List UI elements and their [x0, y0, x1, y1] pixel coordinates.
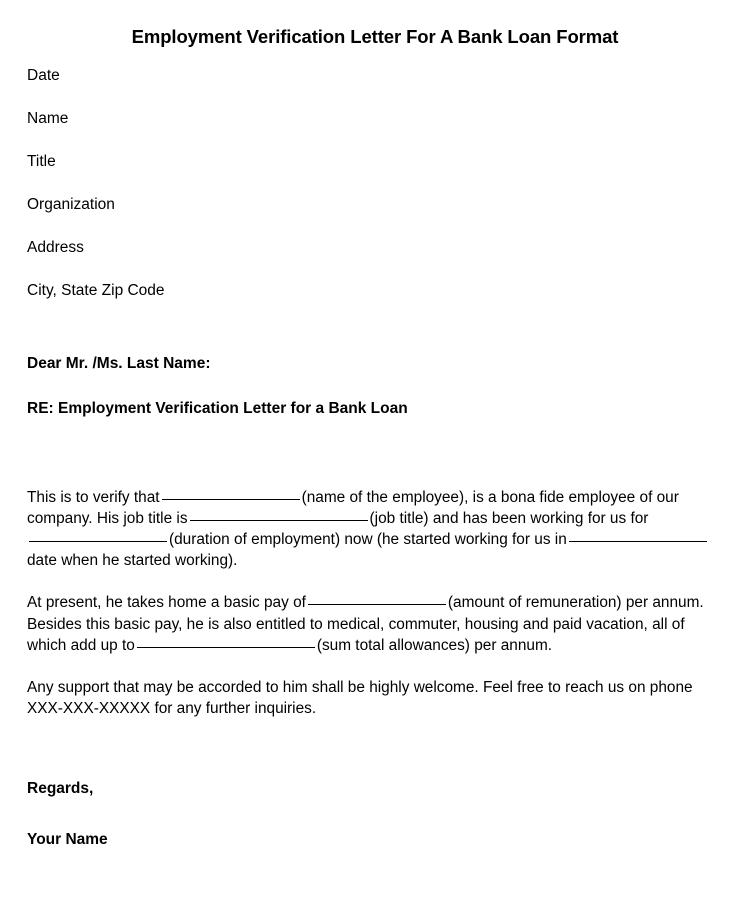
paragraph-2-segment-3: (sum total allowances) per annum. — [316, 636, 553, 654]
body-block — [27, 487, 723, 720]
body-paragraph-2 — [27, 592, 723, 656]
blank-amount-of-remuneration[interactable] — [308, 593, 446, 605]
page-title: Employment Verification Letter For A Bank Loan Format — [131, 26, 619, 47]
address-line-date: Date — [27, 67, 60, 85]
address-line-title: Title — [27, 153, 56, 171]
address-line-address: Address — [27, 239, 84, 257]
paragraph-1-segment-3: (job title) and has been working for us for — [369, 509, 649, 527]
paragraph-2-segment-2: (amount of remuneration) per annum. Besides this basic pay, he is also entitled to medical, commuter, housing and paid vacation, all of which add up to — [27, 594, 704, 654]
blank-job-title[interactable] — [190, 509, 368, 521]
blank-duration-of-employment[interactable] — [29, 530, 167, 542]
paragraph-1-segment-2: (name of the employee), is a bona fide employee of our company. His job title is — [27, 488, 679, 527]
address-block — [27, 68, 723, 299]
address-line-organization: Organization — [27, 196, 115, 214]
body-paragraph-1 — [27, 487, 723, 572]
paragraph-1-segment-1: This is to verify that — [27, 488, 160, 506]
salutation-block — [27, 356, 723, 417]
signature-name: Your Name — [27, 830, 108, 848]
body-paragraph-3: Any support that may be accorded to him shall be highly welcome. Feel free to reach us on phone XXX-XXX-XXXXX for any further inquiries. — [27, 679, 693, 718]
paragraph-1-segment-5: date when he started working). — [27, 552, 238, 570]
address-line-city-state-zip: City, State Zip Code — [27, 282, 165, 300]
blank-start-date[interactable] — [569, 530, 707, 542]
blank-sum-total-allowances[interactable] — [137, 636, 315, 648]
address-line-name: Name — [27, 110, 69, 128]
salutation-greeting: Dear Mr. /Ms. Last Name: — [27, 354, 211, 372]
blank-employee-name[interactable] — [162, 488, 300, 500]
subject-line: RE: Employment Verification Letter for a Bank Loan — [27, 400, 408, 418]
closing-block — [27, 781, 723, 847]
letter-content — [0, 68, 750, 847]
paragraph-1-segment-4: (duration of employment) now (he started working for us in — [169, 531, 567, 549]
closing-sign-off: Regards, — [27, 780, 94, 798]
paragraph-2-segment-1: At present, he takes home a basic pay of — [27, 594, 306, 612]
